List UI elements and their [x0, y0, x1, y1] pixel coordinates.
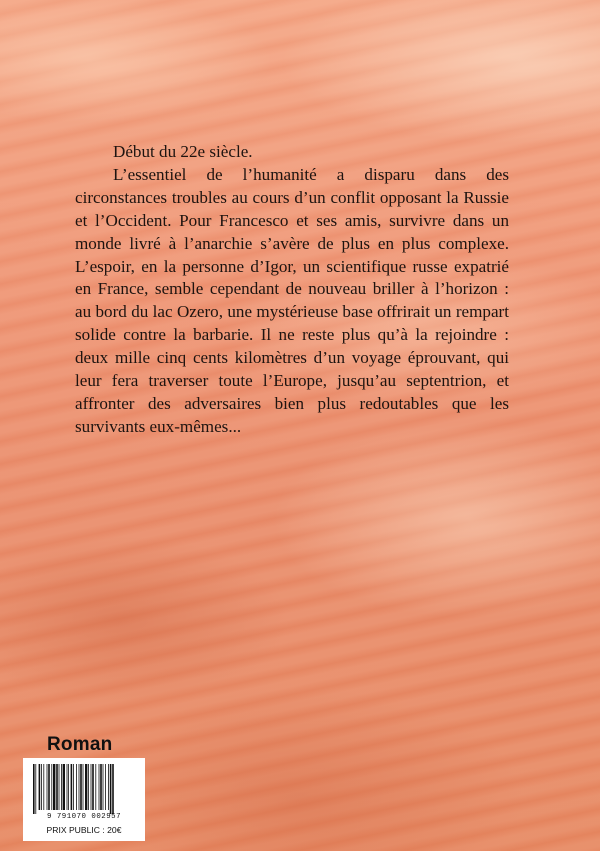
summary-paragraph-2: L’essentiel de l’humanité a disparu dans des circonstances troubles au cours d’un conflit opposant la Russie et l’Occident. Pour Francesco et ses amis, survivre dans un monde livré à l’anarchie s’avère de plus en plus complexe. L’espoir, en la personne d’Igor, un scientifique russe expatrié en France, semble cependant de nouveau briller à l’horizon : au bord du lac Ozero, une mystérieuse base offrirait un rempart solide contre la barbarie. Il ne reste plus qu’à la rejoindre : deux mille cinq cents kilomètres d’un voyage éprouvant, qui leur fera traverser toute l’Europe, jusqu’au septentrion, et affronter des adversaires bien plus redoutables que les survivants eux-mêmes... [75, 164, 509, 436]
price-label: PRIX PUBLIC : 20€ [46, 825, 122, 835]
isbn-number: 9 791070 002957 [46, 813, 122, 821]
summary-paragraph-1: Début du 22e siècle. [113, 142, 253, 161]
genre-label: Roman [47, 734, 113, 755]
barcode-image [31, 764, 137, 814]
barcode-block [23, 758, 145, 841]
back-cover-summary [75, 141, 509, 439]
